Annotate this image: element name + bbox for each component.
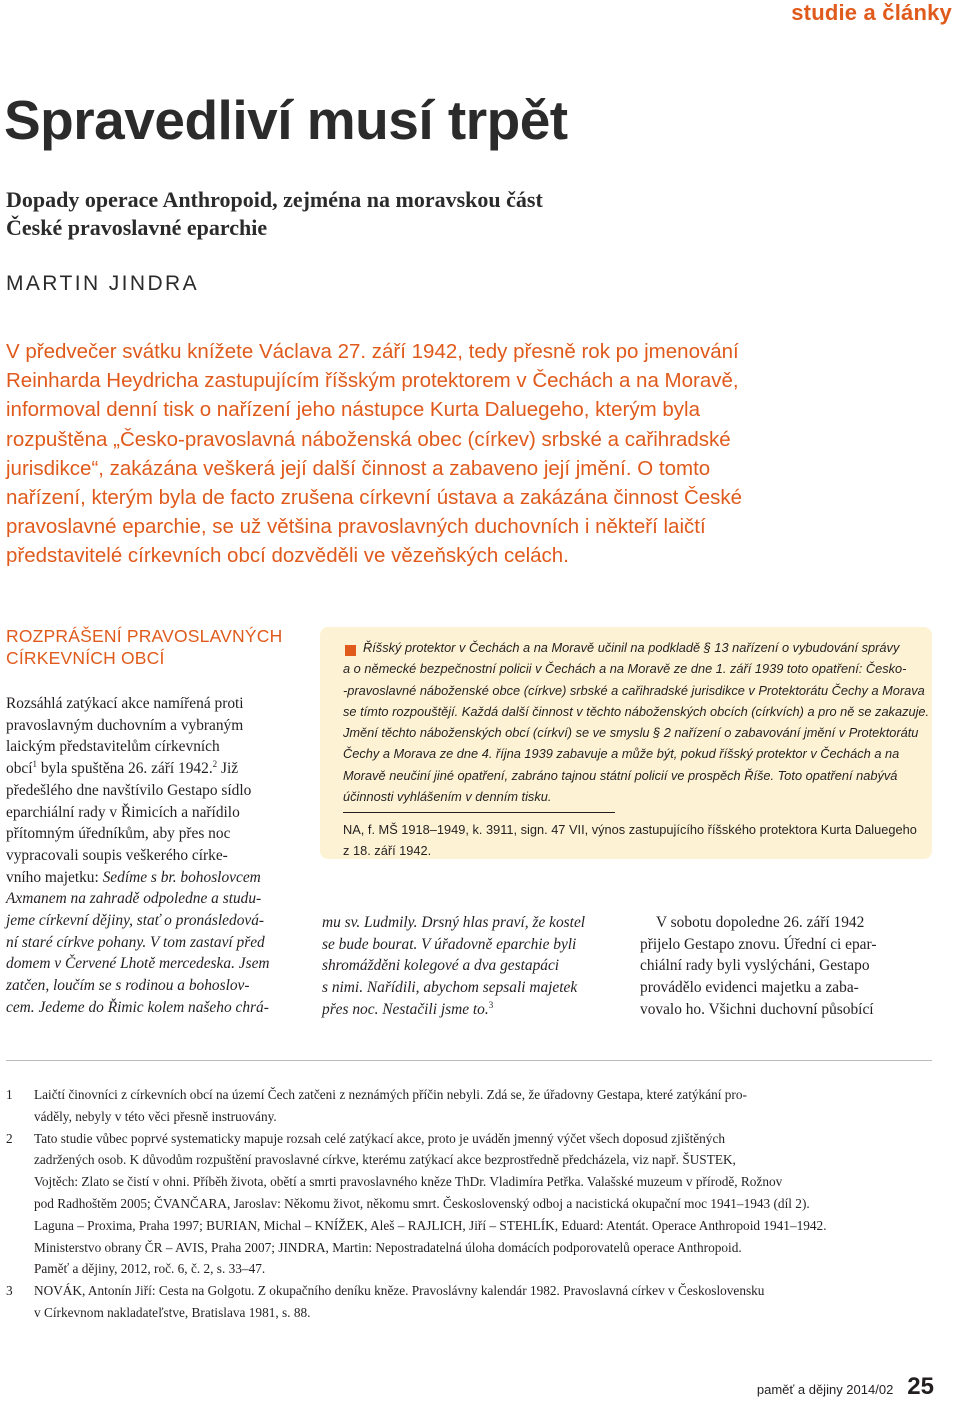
- decree-text: [343, 637, 928, 807]
- lead-paragraph: [6, 337, 958, 571]
- lead-line: Reinharda Heydricha zastupujícím říšským protektorem v Čechách a na Moravě,: [6, 369, 739, 393]
- quote-text: přes noc. Nestačili jsme to.: [322, 1000, 489, 1018]
- footnote-ref-2[interactable]: 2: [212, 759, 218, 770]
- body-text: vního majetku:: [6, 868, 103, 886]
- decree-line: a o německé bezpečnostní policii v Čechách a na Moravě ze dne 1. září 1939 toto opatření: Česko-: [343, 661, 907, 677]
- quote-line: Axmanem na zahradě odpoledne a studu-: [6, 890, 262, 908]
- source-line: NA, f. MŠ 1918–1949, k. 3911, sign. 47 VII, výnos zastupujícího říšského protektora Kurta Daluegeho: [343, 822, 917, 837]
- body-line: Rozsáhlá zatýkací akce namířená proti: [6, 695, 244, 712]
- source-line: z 18. září 1942.: [343, 843, 432, 859]
- lead-line: V předvečer svátku knížete Václava 27. září 1942, tedy přesně rok po jmenování: [6, 340, 739, 363]
- body-line: [6, 867, 302, 889]
- footnote-line: Vojtěch: Zlato se čistí v ohni. Příběh života, obětí a smrti pravoslavného kněze ThDr. Vladimíra Petřka. Valašské muzeum v přírodě, Rožnov: [34, 1174, 783, 1190]
- journal-name: paměť a dějiny 2014/02: [756, 1382, 894, 1397]
- footnote-line: Laguna – Proxima, Praha 1997; BURIAN, Michal – KNÍŽEK, Aleš – RAJLICH, Jiří – STEHLÍK, Eduard: Atentát. Operace Anthropoid 1941–1942.: [34, 1217, 827, 1233]
- decree-line: Čechy a Morava ze dne 4. října 1939 zabavuje a může být, pokud říšský protektor v Čechách a na: [343, 746, 900, 762]
- quote-line: s nimi. Nařídili, abychom sepsali majetek: [322, 979, 578, 997]
- decree-source: [343, 819, 928, 862]
- lead-line: informoval denní tisk o nařízení jeho nástupce Kurta Daluegeho, kterým byla: [6, 398, 700, 422]
- quote-line: mu sv. Ludmily. Drsný hlas praví, že kostel: [322, 914, 586, 931]
- body-text: Již: [217, 760, 239, 778]
- decree-line: Moravě neučiní jiné opatření, zabráno tajnou státní policií ve prospěch Říše. Toto opatření nabývá: [343, 767, 898, 783]
- footnote-line: váděly, nebyly v této věci přesně instruovány.: [34, 1108, 277, 1124]
- body-line: provádělo evidenci majetku a zaba-: [640, 979, 859, 997]
- quote-line: zatčen, loučím se s rodinou a bohoslov-: [6, 977, 250, 995]
- footnote-line: zadržených osob. K důvodům rozpuštění pravoslavné církve, kterému zatýkací akce bezprostředně předcházela, viz např. ŠUSTEK,: [34, 1152, 736, 1168]
- body-column-2: [322, 912, 622, 1021]
- page-footer: [757, 1373, 934, 1403]
- footnote-line: v Církevnom nakladateľstve, Bratislava 1981, s. 88.: [34, 1304, 311, 1320]
- body-line: vovalo ho. Všichni duchovní působící: [640, 1000, 874, 1018]
- footnote-divider: [6, 1060, 932, 1061]
- decree-line: účinnosti vyhlášením v denním tisku.: [343, 789, 552, 805]
- body-column-3: [640, 912, 940, 1021]
- quote-line: ní staré církve pohany. V tom zastaví před: [6, 933, 265, 951]
- footnote-line: Paměť a dějiny, 2012, roč. 6, č. 2, s. 33–47.: [34, 1261, 266, 1277]
- footnote-ref-1[interactable]: 1: [32, 759, 37, 770]
- lead-line: pravoslavné eparchie, se už většina pravoslavných duchovních i někteří laičtí: [6, 515, 706, 539]
- body-line: přítomným úředníkům, aby přes noc: [6, 825, 231, 843]
- footnote-number: 1: [6, 1087, 13, 1102]
- page-number: 25: [907, 1373, 934, 1400]
- footnote-2: [6, 1128, 936, 1281]
- footnote-ref-3[interactable]: 3: [488, 999, 494, 1010]
- decree-line: Jmění těchto náboženských obcí (církví) se ve smyslu § 2 nařízení o zabavování jmění v Protektorátu: [343, 725, 919, 741]
- body-line: přijelo Gestapo znovu. Úřední ci epar-: [640, 935, 877, 953]
- footnote-line: Ministerstvo obrany ČR – AVIS, Praha 2007; JINDRA, Martin: Nepostradatelná úloha domácích podporovatelů operace Anthropoid.: [34, 1239, 742, 1255]
- lead-line: představitelé církevních obcí dozvěděli ve vězeňských celách.: [6, 544, 569, 568]
- footnote-number: 3: [6, 1283, 13, 1299]
- body-line: eparchiální rady v Řimicích a nařídilo: [6, 803, 240, 821]
- quote-line: shromážděni kolegové a dva gestapáci: [322, 957, 560, 975]
- footnote-line: pod Radhoštěm 2005; ČVANČARA, Jaroslav: Někomu život, někomu smrt. Československý odboj a nacistická okupační moc 1941–1943 (díl 2).: [34, 1195, 810, 1211]
- footnote-line: Laičtí činovníci z církevních obcí na území Čech zatčeni z neznámých příčin nebyli. Zdá se, že úřadovny Gestapa, které zatýkání pro-: [34, 1087, 747, 1102]
- quote-line: se bude bourat. V úřadovně eparchie byli: [322, 935, 577, 953]
- article-title: Spravedliví musí trpět: [4, 89, 568, 151]
- decree-line: se tímto rozpouštějí. Každá další činnost v těchto náboženských obcích (církvích) a pro ně se zakazuje.: [343, 703, 930, 719]
- quote-line: domem v Červené Lhotě mercedeska. Jsem: [6, 955, 270, 973]
- body-text: byla spuštěna 26. září 1942.: [37, 760, 213, 778]
- section-label: studie a články: [791, 0, 952, 25]
- body-column-1: [6, 693, 302, 1019]
- footnote-1: [6, 1084, 936, 1128]
- decree-line: Říšský protektor v Čechách a na Moravě učinil na podkladě § 13 nařízení o vybudování správy: [363, 640, 900, 655]
- quote-text: Sedíme s br. bohoslovcem: [102, 868, 261, 886]
- body-line: V sobotu dopoledne 26. září 1942: [656, 914, 865, 931]
- body-line: [6, 758, 302, 780]
- body-line: pravoslavným duchovním a vybraným: [6, 716, 244, 734]
- sidebar-divider: [343, 812, 615, 813]
- footnote-number: 2: [6, 1130, 13, 1146]
- lead-line: nařízení, kterým byla de facto zrušena církevní ústava a zakázána činnost České: [6, 486, 743, 510]
- author-name: MARTIN JINDRA: [6, 272, 199, 295]
- section-heading-line: ROZPRÁŠENÍ PRAVOSLAVNÝCH: [6, 626, 283, 646]
- decree-line: -pravoslavné náboženské obce (církve) srbské a cařihradské jurisdikce v Protektorátu Čechy a Morava: [343, 682, 925, 698]
- article-subtitle: [6, 186, 543, 242]
- subtitle-line: Dopady operace Anthropoid, zejména na moravskou část: [6, 187, 543, 212]
- subtitle-line: České pravoslavné eparchie: [6, 215, 268, 240]
- quote-line: [322, 999, 622, 1021]
- footnote-line: NOVÁK, Antonín Jiří: Cesta na Golgotu. Z okupačního deníku kněze. Pravoslávny kalendár 1982. Pravoslavná církev v Československu: [34, 1283, 765, 1299]
- body-line: předešlého dne navštívilo Gestapo sídlo: [6, 781, 252, 799]
- body-line: chiální rady byli vyslýcháni, Gestapo: [640, 957, 870, 975]
- body-line: vypracovali soupis veškerého círke-: [6, 846, 228, 864]
- lead-line: jurisdikce“, zakázána veškerá její další činnost a zabaveno její jmění. O tomto: [6, 456, 711, 480]
- footnotes: [6, 1084, 936, 1324]
- section-heading-line: CÍRKEVNÍCH OBCÍ: [6, 648, 165, 668]
- lead-line: rozpuštěna „Česko-pravoslavná náboženská obec (církev) srbské a cařihradské: [6, 427, 731, 451]
- quote-line: jeme církevní dějiny, stať o pronásledová-: [6, 912, 265, 930]
- quote-line: cem. Jedeme do Řimic kolem našeho chrá-: [6, 998, 269, 1016]
- body-line: laickým představitelům církevních: [6, 738, 220, 756]
- footnote-3: [6, 1280, 936, 1324]
- body-text: obcí: [6, 760, 33, 778]
- footnote-line: Tato studie vůbec poprvé systematicky mapuje rozsah celé zatýkací akce, proto je uváděn jmenný výčet všech doposud zjištěných: [34, 1130, 726, 1146]
- section-heading: [6, 625, 286, 669]
